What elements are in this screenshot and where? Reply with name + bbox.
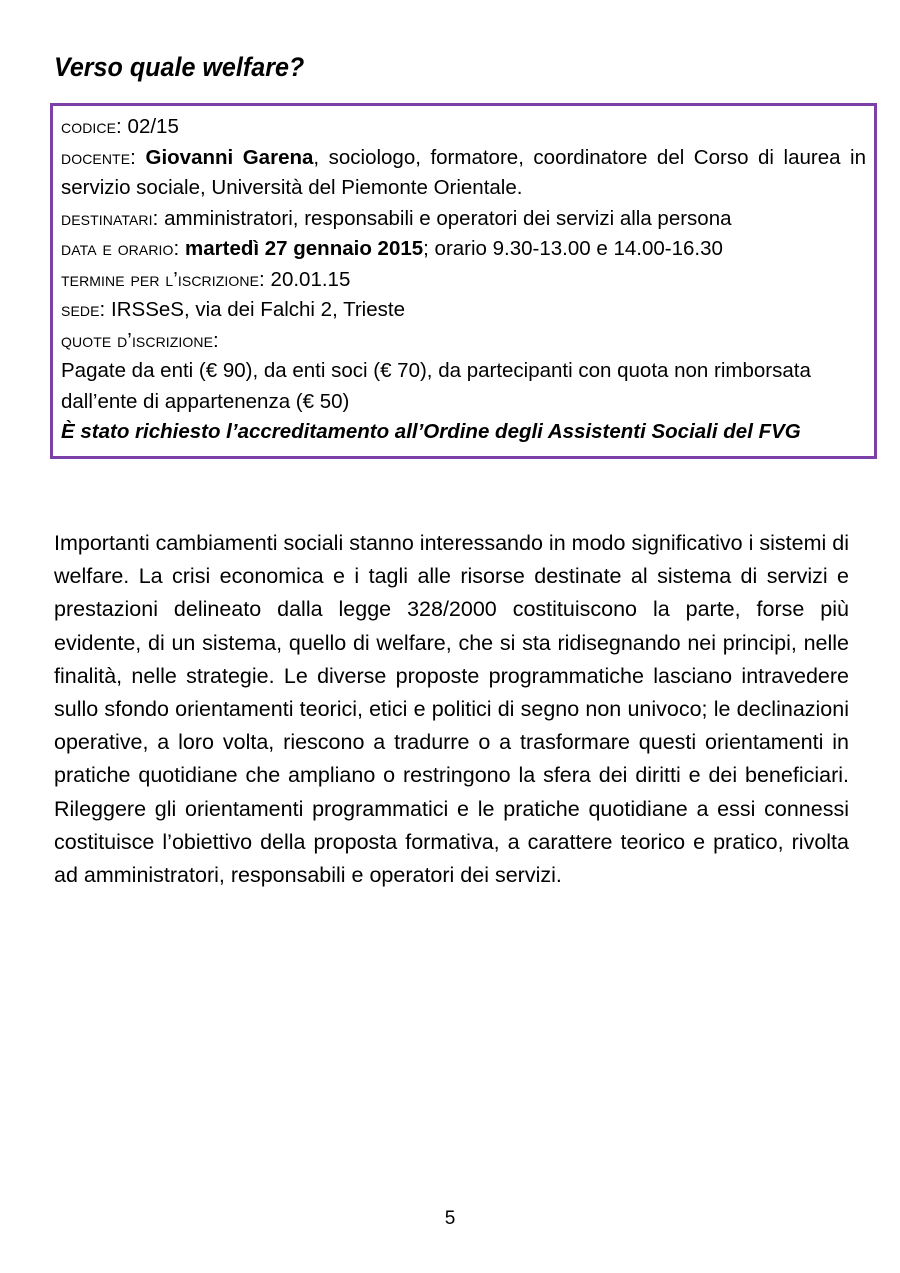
label-destinatari: destinatari: bbox=[61, 206, 159, 230]
value-termine: 20.01.15 bbox=[270, 267, 351, 291]
info-row-quote-fees: Pagate da enti (€ 90), da enti soci (€ 70), da partecipanti con quota non rimborsata dall’ente di appartenenza (€ 50) bbox=[61, 359, 811, 413]
body-paragraph: Importanti cambiamenti sociali stanno interessando in modo significativo i sistemi di welfare. La crisi economica e i tagli alle risorse destinate al sistema di servizi e prestazioni delineato dalla legge 328/2000 costituiscono la parte, forse più evidente, di un sistema, quello di welfare, che si sta ridisegnando nei principi, nelle finalità, nelle strategie. Le diverse proposte programmatiche lasciano intravedere sullo sfondo orientamenti teorici, etici e politici di segno non univoco; le declinazioni operative, a loro volta, riescono a tradurre o a trasformare questi orientamenti in pratiche quotidiane che ampliano o restringono la sfera dei diritti e dei beneficiari. Rileggere gli orientamenti programmatici e le pratiche quotidiane a essi connessi costituisce l’obiettivo della proposta formativa, a carattere teorico e pratico, rivolta ad amministratori, responsabili e operatori dei servizi. bbox=[54, 531, 849, 888]
info-row-data-orario bbox=[61, 234, 866, 265]
value-docente-desc: , sociologo, formatore, coordinatore del Corso di laurea in servizio sociale, Università del Piemonte Orientale. bbox=[61, 145, 866, 199]
info-row-termine bbox=[61, 265, 866, 296]
info-row-accreditamento: È stato richiesto l’accreditamento all’Ordine degli Assistenti Sociali del FVG bbox=[61, 420, 801, 443]
value-docente-name: Giovanni Garena bbox=[145, 145, 314, 169]
label-termine: termine per l’iscrizione: bbox=[61, 267, 265, 291]
value-orario: ; orario 9.30-13.00 e 14.00-16.30 bbox=[423, 237, 723, 260]
label-codice: codice: bbox=[61, 115, 122, 138]
value-data: martedì 27 gennaio 2015 bbox=[185, 237, 424, 260]
info-row-destinatari bbox=[61, 204, 866, 235]
label-sede: sede: bbox=[61, 298, 106, 321]
label-data-orario: data e orario: bbox=[61, 237, 180, 260]
value-codice: 02/15 bbox=[127, 115, 179, 138]
value-destinatari: amministratori, responsabili e operatori dei servizi alla persona bbox=[158, 206, 732, 230]
value-sede: IRSSeS, via dei Falchi 2, Trieste bbox=[111, 298, 405, 321]
info-row-quote-label bbox=[61, 326, 866, 357]
label-docente: docente: bbox=[61, 145, 136, 169]
page-title: Verso quale welfare? bbox=[54, 52, 305, 82]
info-row-codice bbox=[61, 112, 866, 143]
page-number: 5 bbox=[444, 1208, 456, 1229]
course-info-box bbox=[50, 103, 877, 459]
info-row-sede bbox=[61, 295, 866, 326]
info-row-docente bbox=[61, 143, 866, 204]
label-quote: quote d’iscrizione: bbox=[61, 328, 219, 352]
